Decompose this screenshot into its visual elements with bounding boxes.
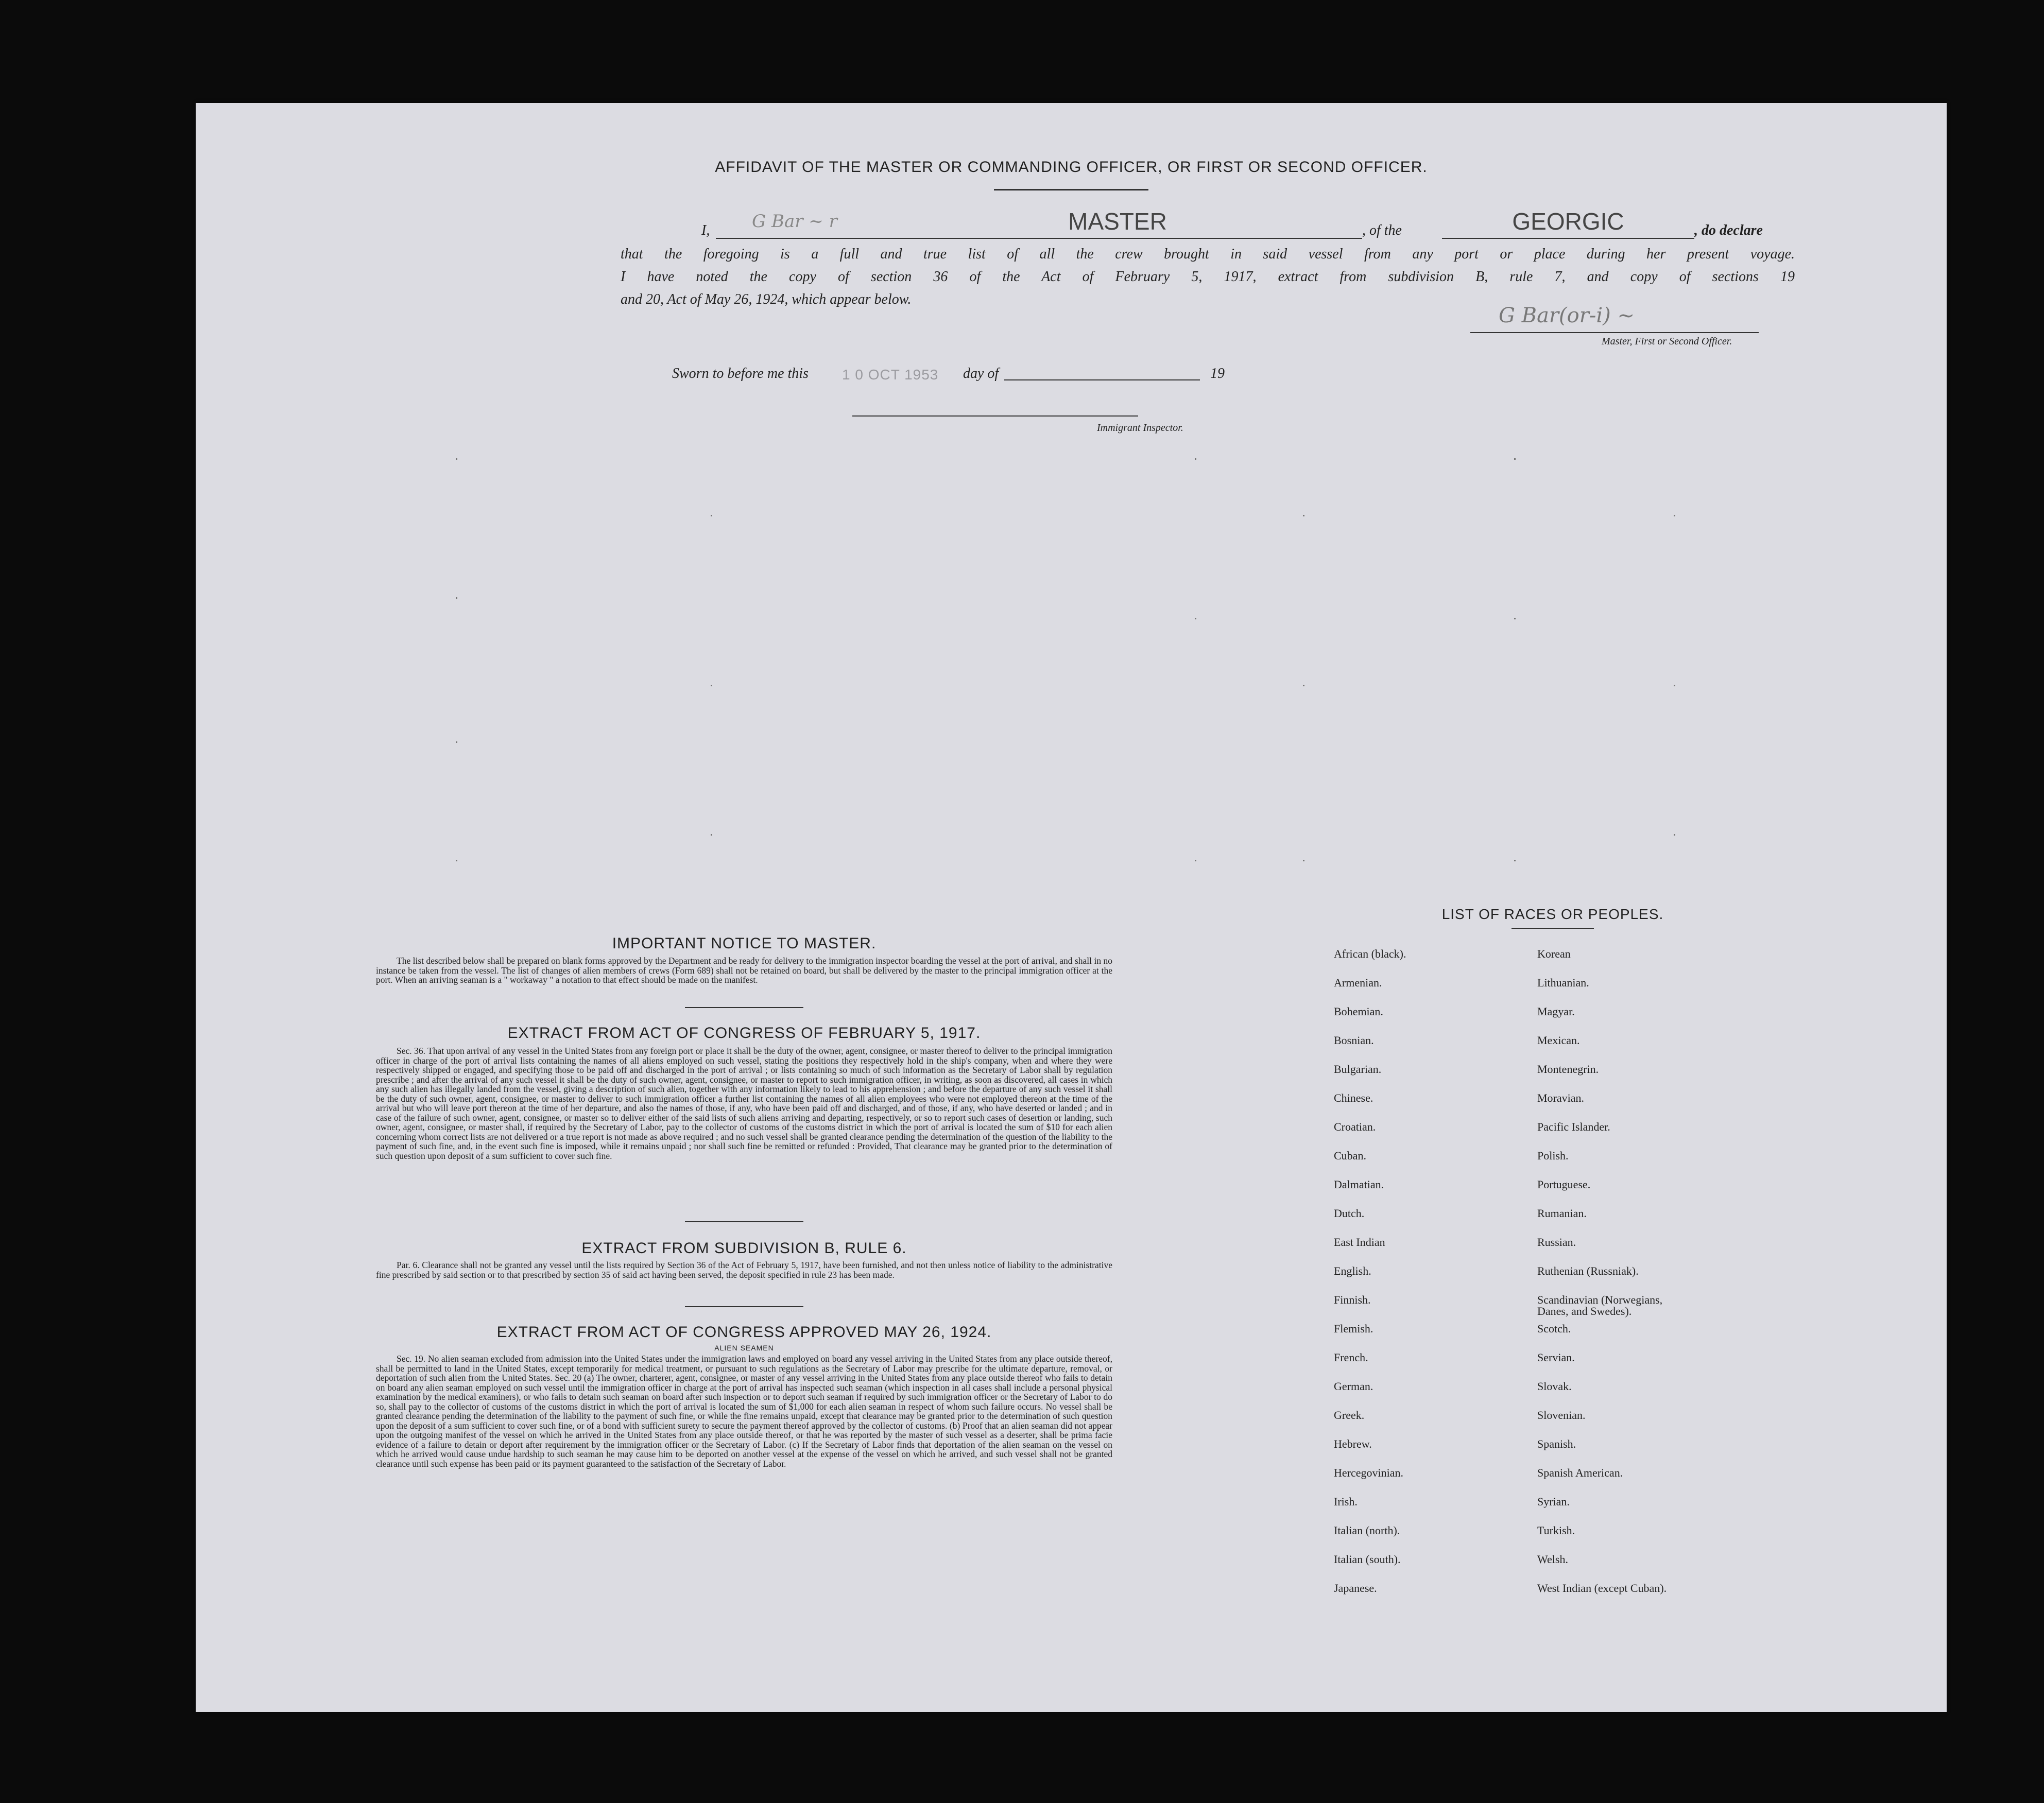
- affidavit-page: [196, 103, 1947, 1712]
- extract-1917-text: Sec. 36. That upon arrival of any vessel in the United States from any foreign port or place it shall be the duty of the owner, agent, consignee, or master thereof to deliver to the principal immigration officer in charge of the port of arrival lists containing the names of all aliens employed on such vessel, stating the positions they respectively hold in the ship's company, when and where they were respectively shipped or engaged, and specifying those to be paid off and discharged in the port of arrival ; or lists containing so much of such information as the Secretary of Labor shall by regulation prescribe ; and after the arrival of any such vessel it shall be the duty of such owner, agent, consignee, or master to report to such immigration officer, in writing, as soon as discovered, all cases in which any such alien has illegally landed from the vessel, giving a description of such alien, together with any information likely to lead to his apprehension ; and before the departure of any such vessel it shall be the duty of such owner, agent, consignee, or master to deliver to such immigration officer a further list containing the names of all alien employees who were not employed thereon at the time of the arrival but who will leave port thereon at the time of her departure, and also the names of those, if any, who have been paid off and discharged, and of those, if any, who have deserted or landed ; and in case of the failure of such owner, agent, consignee, or master so to deliver either of the said lists of such aliens arriving and departing, respectively, or so to report such cases of desertion or landing, such owner, agent, consignee, or master shall, if required by the Secretary of Labor, pay to the collector of customs of the customs district in which the port of arrival is located the sum of $10 for each alien concerning whom correct lists are not delivered or a true report is not made as above required ; and no such vessel shall be granted clearance pending the determination of the question of the liability to the payment of such fine, and, in the event such fine is imposed, while it remains unpaid ; nor shall such fine be remitted or refunded : Provided, That clearance may be granted prior to the determination of such question upon deposit of a sum sufficient to cover such fine.: [376, 1046, 1112, 1161]
- race-item: Servian.: [1537, 1351, 1575, 1364]
- column-guide-dot: [1514, 458, 1516, 460]
- race-item: Bulgarian.: [1334, 1063, 1382, 1076]
- race-item: Montenegrin.: [1537, 1063, 1599, 1076]
- column-guide-dot: [1303, 685, 1304, 686]
- inspector-caption: Immigrant Inspector.: [1097, 422, 1183, 434]
- extract-1924-subtitle: ALIEN SEAMEN: [714, 1344, 774, 1352]
- race-item: Spanish.: [1537, 1437, 1576, 1450]
- column-guide-dot: [1195, 860, 1196, 861]
- race-item: West Indian (except Cuban).: [1537, 1582, 1667, 1594]
- race-item: Dalmatian.: [1334, 1178, 1384, 1191]
- sworn-text: Sworn to before me this: [672, 366, 809, 382]
- race-item: Magyar.: [1537, 1005, 1575, 1018]
- column-guide-dot: [1195, 458, 1196, 460]
- race-item: Spanish American.: [1537, 1466, 1623, 1479]
- extract-1917-title: EXTRACT FROM ACT OF CONGRESS OF FEBRUARY 5, 1917.: [507, 1025, 981, 1042]
- column-guide-dot: [1514, 618, 1516, 619]
- column-guide-dot: [1674, 834, 1675, 836]
- races-title: LIST OF RACES OR PEOPLES.: [1441, 906, 1664, 922]
- declaration-line-2: I have noted the copy of section 36 of the Act of February 5, 1917, extract from subdivision B, rule 7, and copy of sections 19: [621, 269, 1795, 285]
- inspector-signature-line: [852, 415, 1138, 417]
- race-item: Hercegovinian.: [1334, 1466, 1403, 1479]
- race-item: Chinese.: [1334, 1091, 1373, 1104]
- day-of-text: day of: [963, 366, 999, 382]
- race-item: Ruthenian (Russniak).: [1537, 1264, 1639, 1277]
- notice-text: The list described below shall be prepared on blank forms approved by the Department and be ready for delivery to the immigration inspector boarding the vessel at the port of arrival, and shall in no instance be taken from the vessel. The list of changes of alien members of crews (Form 689) shall not be retained on board, but shall be delivered by the master to the principal immigration officer at the port. When an arriving seaman is a " workaway " a notation to that effect should be made on the manifest.: [376, 956, 1112, 985]
- column-guide-dot: [1303, 860, 1304, 861]
- extract-1924-text: Sec. 19. No alien seaman excluded from admission into the United States under the immigration laws and employed on board any vessel arriving in the United States from any place outside thereof, shall be permitted to land in the United States, except temporarily for medical treatment, or pursuant to such regulations as the Secretary of Labor may prescribe for the ultimate departure, removal, or deportation of such alien from the United States. Sec. 20 (a) The owner, charterer, agent, consignee, or master of any vessel arriving in the United States from any place outside thereof who fails to detain on board any alien seaman employed on such vessel until the immigration officer in charge at the port of arrival has inspected such seaman (which inspection in all cases shall include a personal physical examination by the medical examiners), or who fails to detain such seaman on board after such inspection or to deport such seaman if required by such immigration officer or the Secretary of Labor to do so, shall pay to the collector of customs of the customs district in which the port of arrival is located the sum of $1,000 for each alien seaman in respect of whom such failure occurs. No vessel shall be granted clearance pending the determination of the liability to the payment of such fine, or while the fine remains unpaid, except that clearance may be granted prior to the determination of such question upon the deposit of a sum sufficient to cover such fine, or of a bond with sufficient surety to secure the payment thereof approved by the collector of customs. (b) Proof that an alien seaman did not appear upon the outgoing manifest of the vessel on which he arrived in the United States from any place outside thereof, or that he was reported by the master of such vessel as a deserter, shall be prima facie evidence of a failure to detain or deport after requirement by the immigration officer or the Secretary of Labor. (c) If the Secretary of Labor finds that deportation of the alien seaman on the vessel on which he arrived would cause undue hardship to such seaman he may cause him to be deported on another vessel at the expense of the vessel on which he arrived, and such vessel shall not be granted clearance until such expense has been paid or its payment guaranteed to the satisfaction of the Secretary of Labor.: [376, 1354, 1112, 1469]
- column-guide-dot: [1514, 860, 1516, 861]
- column-guide-dot: [456, 741, 457, 743]
- column-guide-dot: [456, 860, 457, 861]
- subdivision-b-title: EXTRACT FROM SUBDIVISION B, RULE 6.: [581, 1240, 907, 1257]
- race-item: Japanese.: [1334, 1582, 1377, 1594]
- declaration-line-3: and 20, Act of May 26, 1924, which appear below.: [621, 291, 912, 307]
- section-divider: [685, 1221, 803, 1222]
- master-signature-in-line: G Bar ~ r: [752, 211, 837, 232]
- race-item: German.: [1334, 1380, 1373, 1393]
- vessel-field[interactable]: [1442, 238, 1694, 239]
- sworn-date-stamp: 1 0 OCT 1953: [842, 367, 939, 383]
- race-item: Finnish.: [1334, 1293, 1371, 1306]
- race-item: Irish.: [1334, 1495, 1358, 1508]
- race-item: Greek.: [1334, 1409, 1365, 1421]
- race-item: Hebrew.: [1334, 1437, 1372, 1450]
- race-item: Syrian.: [1537, 1495, 1570, 1508]
- races-title-underline: [1511, 928, 1594, 929]
- column-guide-dot: [1674, 515, 1675, 516]
- race-item: Dutch.: [1334, 1207, 1365, 1220]
- race-item: Scotch.: [1537, 1322, 1571, 1335]
- master-signature: G Bar(or-i) ~: [1499, 304, 1635, 327]
- declaration-line-1: that the foregoing is a full and true list of all the crew brought in said vessel from any port or place during her present voyage.: [621, 246, 1795, 262]
- race-item: Pacific Islander.: [1537, 1120, 1610, 1133]
- subdivision-b-text: Par. 6. Clearance shall not be granted any vessel until the lists required by Section 36 of the Act of February 5, 1917, have been furnished, and not then unless notice of liability to the administrative fine prescribed by said section or to that prescribed by section 35 of said act having been served, the deposit specified in rule 23 has been made.: [376, 1260, 1112, 1280]
- race-item: Slovak.: [1537, 1380, 1572, 1393]
- race-item: Moravian.: [1537, 1091, 1585, 1104]
- race-item: Scandinavian (Norwegians, Danes, and Swedes).: [1537, 1293, 1663, 1317]
- race-item: Flemish.: [1334, 1322, 1373, 1335]
- column-guide-dot: [456, 597, 457, 599]
- extract-1924-title: EXTRACT FROM ACT OF CONGRESS APPROVED MAY 26, 1924.: [496, 1324, 992, 1341]
- title-underline: [994, 189, 1148, 190]
- race-item: Slovenian.: [1537, 1409, 1586, 1421]
- race-item: French.: [1334, 1351, 1368, 1364]
- race-item: Korean: [1537, 947, 1571, 960]
- year-prefix: 19: [1210, 366, 1225, 382]
- signature-line: [1470, 332, 1759, 333]
- races-column-2: [1537, 940, 1779, 1603]
- name-field[interactable]: [716, 238, 1362, 239]
- signature-caption: Master, First or Second Officer.: [1602, 336, 1732, 347]
- race-item: Mexican.: [1537, 1034, 1580, 1047]
- race-item: Croatian.: [1334, 1120, 1376, 1133]
- affidavit-title: AFFIDAVIT OF THE MASTER OR COMMANDING OFFICER, OR FIRST OR SECOND OFFICER.: [715, 159, 1428, 176]
- races-column-1: [1334, 940, 1519, 1603]
- race-item: Bohemian.: [1334, 1005, 1383, 1018]
- column-guide-dot: [1195, 618, 1196, 619]
- race-item: English.: [1334, 1264, 1371, 1277]
- race-item: Polish.: [1537, 1149, 1569, 1162]
- section-divider: [685, 1007, 803, 1008]
- race-item: Italian (north).: [1334, 1524, 1400, 1537]
- race-item: African (black).: [1334, 947, 1406, 960]
- column-guide-dot: [1674, 685, 1675, 686]
- day-field[interactable]: [1004, 379, 1200, 380]
- race-item: Cuban.: [1334, 1149, 1366, 1162]
- race-item: Bosnian.: [1334, 1034, 1374, 1047]
- race-item: Turkish.: [1537, 1524, 1575, 1537]
- master-stamp: MASTER: [1068, 208, 1167, 235]
- race-item: Rumanian.: [1537, 1207, 1587, 1220]
- column-guide-dot: [1303, 515, 1304, 516]
- race-item: Russian.: [1537, 1236, 1576, 1249]
- of-the-text: , of the: [1362, 222, 1402, 238]
- section-divider: [685, 1306, 803, 1307]
- race-item: Armenian.: [1334, 976, 1382, 989]
- do-declare-text: , do declare: [1694, 222, 1763, 238]
- race-item: Italian (south).: [1334, 1553, 1401, 1566]
- race-item: Lithuanian.: [1537, 976, 1589, 989]
- race-item: Welsh.: [1537, 1553, 1568, 1566]
- race-item: Portuguese.: [1537, 1178, 1591, 1191]
- column-guide-dot: [711, 515, 712, 516]
- column-guide-dot: [456, 458, 457, 460]
- notice-title: IMPORTANT NOTICE TO MASTER.: [612, 935, 877, 952]
- vessel-name-stamp: GEORGIC: [1512, 208, 1624, 235]
- column-guide-dot: [711, 685, 712, 686]
- race-item: East Indian: [1334, 1236, 1385, 1249]
- declarant-i: I,: [701, 222, 710, 238]
- column-guide-dot: [711, 834, 712, 836]
